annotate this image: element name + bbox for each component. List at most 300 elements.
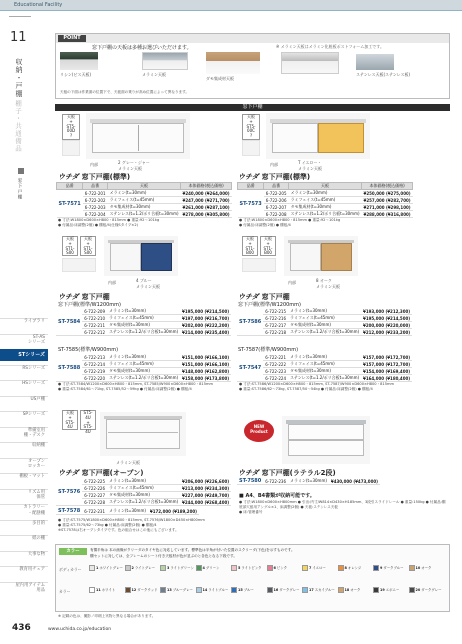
table-row xyxy=(237,361,412,368)
color-swatch[interactable] xyxy=(302,565,337,577)
price: ¥271,000 (¥298,100) xyxy=(363,204,411,210)
price: ¥200,000 (¥220,000) xyxy=(363,322,411,328)
point-img-caption: メラミン天板 xyxy=(142,72,166,77)
product-title: ウチダ 窓下戸棚(標準) xyxy=(238,173,311,181)
color-footnote: ※ 記載の色は、撮影ノ印刷上実物と異なる場合があります。 xyxy=(58,614,156,618)
swatch-name: グリーン xyxy=(205,566,220,570)
product-image xyxy=(100,412,186,456)
price: ¥154,000 (¥169,400) xyxy=(363,368,411,374)
swatch-name: エボニー xyxy=(385,588,400,592)
swatch-name: オーク xyxy=(421,566,432,570)
top-material: ステンレス(t=1.2/ポリ合板t=30mm) xyxy=(108,329,179,334)
item-code: 6-722-226 xyxy=(84,485,105,491)
product-image xyxy=(282,416,370,464)
price: ¥151,000 (¥166,100) xyxy=(182,354,230,360)
top-material: ラミフェイス(t=45mm) xyxy=(107,197,180,204)
item-code: 6-722-231 xyxy=(84,508,105,514)
swatch-chip xyxy=(125,565,131,571)
color-section xyxy=(55,544,450,612)
price: ¥247,000 (¥271,700) xyxy=(182,197,230,203)
product-code: ST-7588 xyxy=(56,354,82,382)
column-header: 本体価格(税込価格) xyxy=(362,183,413,190)
product-desc: ■ A4、B4書類が収納可能です。 xyxy=(239,493,315,499)
item-code: 6-722-204 xyxy=(84,211,106,217)
swatch-name: ブルー xyxy=(243,588,254,592)
sidebar-tab[interactable]: 教育用チェア xyxy=(0,566,48,578)
product-img-note: 内部 xyxy=(270,162,278,167)
top-material: タモ集成材(t=30mm) xyxy=(288,368,361,375)
spec-table xyxy=(56,308,231,336)
spec-table-container xyxy=(56,508,199,515)
column-header: 天板 xyxy=(107,183,180,190)
swatch-number: 12 xyxy=(131,588,137,592)
color-swatch[interactable] xyxy=(302,587,337,599)
spec-table xyxy=(56,478,231,506)
color-swatch[interactable] xyxy=(89,587,124,599)
swatch-name: ダークウッド xyxy=(137,588,158,592)
swatch-chip xyxy=(125,587,131,593)
top-material: メラミン(t=30mm) xyxy=(289,478,327,483)
option-label-box: 天板 + ST5-4U xyxy=(62,410,78,430)
top-material: メラミン(t=30mm) xyxy=(108,508,146,513)
swatch-chip xyxy=(302,587,308,593)
swatch-rows xyxy=(59,561,448,605)
product-code: ST-7571 xyxy=(57,190,83,218)
top-material: タモ集成材(t=30mm) xyxy=(107,204,180,211)
category-label: Educational Facility xyxy=(14,2,63,8)
top-sample-image xyxy=(281,52,339,74)
table-row xyxy=(238,211,413,218)
product-subtitle: ST-7587(標準/W900mm) xyxy=(238,347,299,353)
price: ¥240,000 (¥264,000) xyxy=(182,190,230,196)
price: ¥148,000 (¥162,800) xyxy=(182,368,230,374)
spec-table xyxy=(56,354,231,382)
price: ¥430,000 (¥473,000) xyxy=(330,478,378,484)
sidebar-tab[interactable]: STシリーズ xyxy=(0,349,48,361)
sidebar-tab[interactable]: 収納棚 xyxy=(0,442,48,454)
swatch-name: オーク xyxy=(350,588,361,592)
product-image xyxy=(266,113,370,159)
top-material: メラミン(t=30mm) xyxy=(107,190,180,197)
color-swatch[interactable] xyxy=(267,565,302,577)
table-row xyxy=(56,485,231,492)
swatch-number: 9 xyxy=(380,566,383,570)
swatch-number: 7 xyxy=(309,566,312,570)
color-box-label: 4 ブルー メラミン天板 xyxy=(136,278,160,289)
top-material: ステンレス(t=1.2/ポリ合板t=30mm) xyxy=(289,329,360,334)
spec-note: ● 重量:ST-7575/62〜73kg ● 付属品:床調整(2個) ● 棚板/4 xyxy=(58,523,157,527)
sidebar-tab[interactable]: US戸棚 xyxy=(0,396,48,408)
table-row xyxy=(56,361,231,368)
color-box-label: 2 グレー・ジャー メラミン天板 xyxy=(118,160,150,171)
swatch-row xyxy=(59,561,448,583)
product-code: ST-7547 xyxy=(237,354,263,382)
price: ¥195,000 (¥214,500) xyxy=(182,308,230,314)
swatch-chip xyxy=(302,565,308,571)
top-material: ステンレス(t=1.2/ポリ合板t=30mm) xyxy=(289,375,360,380)
swatch-chip xyxy=(89,565,95,571)
product-title: ウチダ 窓下戸棚 xyxy=(238,293,290,301)
spec-table-container xyxy=(237,354,412,382)
swatch-number: 1 xyxy=(96,566,99,570)
item-code: 6-722-206 xyxy=(265,197,287,203)
table-row xyxy=(56,499,231,506)
item-code: 6-722-203 xyxy=(84,204,106,210)
top-sample-image xyxy=(142,52,188,70)
color-box-label: T イエロー・ メラミン天板 xyxy=(298,160,322,171)
sidebar-tab[interactable]: HSシリーズ xyxy=(0,380,48,392)
swatch-number: 8 xyxy=(344,566,347,570)
top-material: メラミン(t=30mm) xyxy=(288,354,361,361)
point-tag: POINT xyxy=(58,35,86,42)
spec-table xyxy=(237,182,413,218)
swatch-name: ライトブルー xyxy=(208,588,229,592)
item-code: 6-722-217 xyxy=(265,322,286,328)
price: ¥227,000 (¥249,700) xyxy=(182,492,230,498)
swatch-chip xyxy=(267,587,273,593)
swatch-name: スカイブルー xyxy=(314,588,335,592)
sidebar-tab[interactable]: カトラリー ・配膳棚 xyxy=(0,504,48,516)
price: ¥278,000 (¥305,800) xyxy=(182,211,230,217)
header-divider xyxy=(0,10,462,11)
spec-table xyxy=(237,308,412,336)
swatch-chip xyxy=(409,565,415,571)
table-row xyxy=(237,322,412,329)
item-code: 6-722-220 xyxy=(84,375,105,381)
price: ¥164,000 (¥180,400) xyxy=(363,375,411,381)
spec-note: ● 寸法:ST-7575/W1800×D600×H800・815mm, ST-7576/W1800×D450×H800mm xyxy=(58,518,205,522)
sidebar-tab[interactable]: 準備室用 棚・デスク xyxy=(0,427,48,439)
page-number: 436 xyxy=(12,623,31,633)
item-code: 6-722-207 xyxy=(265,204,287,210)
swatch-row-label: ボディカラー xyxy=(59,567,82,572)
top-material: ラミフェイス(t=45mm) xyxy=(288,197,361,204)
color-swatch[interactable] xyxy=(338,587,373,599)
price: ¥157,000 (¥172,700) xyxy=(363,361,411,367)
top-material: ラミフェイス(t=45mm) xyxy=(288,361,361,368)
color-swatch[interactable] xyxy=(409,565,444,577)
color-swatch[interactable] xyxy=(196,565,231,577)
sidebar-tab[interactable]: 多目的 xyxy=(0,520,48,532)
sidebar-tab[interactable]: SPシリーズ xyxy=(0,411,48,423)
spec-notes xyxy=(239,500,449,515)
item-code: 6-722-213 xyxy=(84,354,105,360)
top-material: タモ集成材(t=30mm) xyxy=(107,322,180,329)
table-row xyxy=(237,375,412,382)
spec-table-container xyxy=(237,308,412,336)
color-swatch[interactable] xyxy=(160,587,195,599)
item-code: 6-722-227 xyxy=(84,492,105,498)
spec-table-container xyxy=(56,308,231,336)
swatch-number: 10 xyxy=(415,566,421,570)
price: ¥212,000 (¥233,200) xyxy=(363,329,411,335)
spec-table-container xyxy=(56,478,231,506)
product-img-note: 内部 xyxy=(90,162,98,167)
sidebar-tab[interactable]: ST-AS シリーズ xyxy=(0,334,48,346)
color-section-text: 有償半角は 本の画像がクリーダのタイヤ色に対応しています。標準色は半角が付いた位置のスクリーダ(下色)を示すものです。 xyxy=(90,548,295,552)
spec-note: ● 寸法:W1800×D600×H800・815mm ● 重量:92〜101kg xyxy=(58,218,160,222)
swatch-chip xyxy=(373,587,379,593)
item-code: 6-722-236 xyxy=(265,478,286,484)
product-code: ST-7578 xyxy=(58,508,81,514)
spec-note: ● 重量:ST-7586/62〜73kg, ST-7587/50〜54kg ● 付属品:床調整(2個) ● 棚板/4 xyxy=(239,387,373,391)
swatch-chip xyxy=(196,587,202,593)
price: ¥202,000 (¥222,200) xyxy=(182,322,230,328)
swatch-chip xyxy=(373,565,379,571)
swatch-chip xyxy=(160,587,166,593)
swatch-chip xyxy=(267,565,273,571)
top-material: ラミフェイス(t=45mm) xyxy=(107,485,180,492)
table-row xyxy=(56,508,199,515)
product-image xyxy=(86,113,190,159)
item-code: 6-722-225 xyxy=(84,478,105,484)
item-code: 6-722-215 xyxy=(265,308,286,314)
section-band: 窓下戸棚 xyxy=(55,104,450,111)
sidebar-tab[interactable]: リズム用 保管 xyxy=(0,489,48,501)
price: ¥244,000 (¥268,400) xyxy=(182,499,230,505)
column-header: 品番 xyxy=(57,183,83,190)
top-header-bar xyxy=(0,0,462,10)
swatch-number: 2 xyxy=(131,566,134,570)
sidebar-tab[interactable]: 紙の棚 xyxy=(0,535,48,547)
color-swatch[interactable] xyxy=(125,565,160,577)
price: ¥214,000 (¥235,400) xyxy=(182,329,230,335)
table-header-row xyxy=(57,183,232,190)
top-material: ラミフェイス(t=45mm) xyxy=(107,315,180,322)
table-row xyxy=(237,315,412,322)
table-row xyxy=(56,368,231,375)
point-img-caption: リシン(ビス天板) xyxy=(60,72,92,77)
sidebar-rule xyxy=(9,16,31,17)
spec-note: ● 寸法:ST-7584/W1200×D600×H800・815mm, ST-7585/W900×D600×H800・815mm xyxy=(58,382,214,386)
table-row xyxy=(56,492,231,499)
color-swatch[interactable] xyxy=(89,565,124,577)
option-label-box: 天板 + ST1-B00 xyxy=(242,236,258,256)
sidebar-marker xyxy=(18,168,24,174)
color-swatch[interactable] xyxy=(125,587,160,599)
item-code: 6-722-219 xyxy=(84,368,105,374)
color-swatch[interactable] xyxy=(373,587,408,599)
item-code: 6-722-218 xyxy=(265,329,286,335)
swatch-number: 15 xyxy=(238,588,243,592)
section-subtitle: 棚子・共通備品 xyxy=(14,100,22,153)
swatch-number: 19 xyxy=(380,588,385,592)
spec-table-container xyxy=(56,354,231,382)
price: ¥157,000 (¥172,700) xyxy=(363,354,411,360)
section-number: 11 xyxy=(10,30,27,45)
product-code: ST-7573 xyxy=(238,190,264,218)
product-code: ST-7576 xyxy=(56,478,82,506)
price: ¥213,000 (¥234,300) xyxy=(182,485,230,491)
swatch-name: オレンジ xyxy=(347,566,362,570)
footer-url[interactable]: www.uchida.co.jp/education xyxy=(48,627,112,632)
top-material: メラミン(t=30mm) xyxy=(288,190,361,197)
top-material: タモ集成材(t=30mm) xyxy=(288,322,361,329)
item-code: 6-722-224 xyxy=(265,375,286,381)
table-header-row xyxy=(238,183,413,190)
sidebar-tab[interactable]: オープン ロッカー xyxy=(0,458,48,470)
option-label-box: 天板 + ST1-S00 xyxy=(80,236,96,256)
color-swatch[interactable] xyxy=(231,565,266,577)
swatch-number: 20 xyxy=(415,588,421,592)
table-row xyxy=(237,368,412,375)
top-material: メラミン(t=30mm) xyxy=(107,354,180,361)
item-code: 6-722-210 xyxy=(84,315,105,321)
swatch-chip xyxy=(89,587,95,593)
swatch-chip xyxy=(196,565,202,571)
price: ¥250,000 (¥275,000) xyxy=(363,190,411,196)
color-swatch[interactable] xyxy=(267,587,302,599)
spec-table-container xyxy=(237,182,413,218)
item-code: 6-722-202 xyxy=(84,197,106,203)
top-material: タモ集成材(t=30mm) xyxy=(107,492,180,499)
price: ¥158,000 (¥173,800) xyxy=(182,375,230,381)
spec-notes xyxy=(58,382,230,392)
sidebar-tab[interactable]: 棚板・マット xyxy=(0,473,48,485)
top-sample-image xyxy=(356,54,394,70)
product-code: ST-7584 xyxy=(56,308,82,336)
point-box xyxy=(55,33,450,99)
color-swatch[interactable] xyxy=(160,565,195,577)
top-material: ラミフェイス(t=45mm) xyxy=(107,361,180,368)
product-thumbnail xyxy=(62,258,96,272)
spec-note: ● 寸法:W1800×D600×H800・815mm ● 重量:92〜101kg xyxy=(239,218,341,222)
item-code: 6-722-211 xyxy=(84,322,105,328)
section-title: 収納・戸棚 xyxy=(15,58,23,98)
swatch-name: ライトピンク xyxy=(241,566,262,570)
color-swatch[interactable] xyxy=(196,587,231,599)
product-code: ST-7586 xyxy=(237,308,263,336)
product-thumbnail xyxy=(242,258,276,272)
swatch-name: ライトグリーン xyxy=(170,566,194,570)
swatch-name: ダークグレー xyxy=(279,588,300,592)
product-image xyxy=(104,236,178,276)
price: ¥257,000 (¥282,700) xyxy=(363,197,411,203)
item-code: 6-722-205 xyxy=(265,190,287,196)
product-img-note: 内部 xyxy=(108,280,116,285)
option-label-box: 天板 + ST5-00D ? xyxy=(62,114,80,140)
swatch-chip xyxy=(160,565,166,571)
item-code: 6-722-222 xyxy=(265,361,286,367)
swatch-chip xyxy=(231,587,237,593)
spec-notes xyxy=(239,218,411,228)
table-row xyxy=(238,204,413,211)
point-note: ※ メラミン天板はメラミン化粧板ポストフォーム加工です。 xyxy=(276,44,384,49)
swatch-number: 3 xyxy=(167,566,170,570)
swatch-chip xyxy=(338,587,344,593)
color-section-text: 棚セットに対しては、全フレームのシート付き天板材が色が並ぶのと各色となる下段です。 xyxy=(90,554,237,558)
price: ¥172,000 (¥189,200) xyxy=(149,508,197,514)
top-material: ステンレス(t=1.2/ポリ合板t=30mm) xyxy=(108,375,179,380)
color-swatch[interactable] xyxy=(373,565,408,577)
spec-note: ● 重量:ST-7584/61〜71kg, ST-7585/52〜59kg ● 付属品:床調整(2個) ● 棚板/4 xyxy=(58,387,192,391)
price: ¥288,000 (¥316,800) xyxy=(363,211,411,217)
option-label-box: 天板 + ST5-00C ? xyxy=(242,114,260,140)
color-section-title: カラー xyxy=(59,548,87,555)
product-thumbnail xyxy=(62,140,80,156)
item-code: 6-722-212 xyxy=(84,329,105,335)
spec-note: ● 寸法:ST-7586/W1200×D600×H800・815mm, ST-7587/W900×D600×H800・815mm xyxy=(239,382,395,386)
point-text: 窓下戸棚の天板は多種お選びいただけます。 xyxy=(92,45,192,51)
product-title: ウチダ 窓下戸棚 xyxy=(58,293,110,301)
top-sample-image xyxy=(206,52,260,74)
color-swatch[interactable] xyxy=(409,587,444,599)
top-material: メラミン(t=30mm) xyxy=(107,308,180,315)
point-img-note: 天板の下面は作業面の位置下で、天板面の乗りが高め位置によって異なります。 xyxy=(60,90,190,94)
price: ¥206,000 (¥226,600) xyxy=(182,478,230,484)
spec-table xyxy=(237,354,412,382)
table-row xyxy=(57,211,232,218)
option-label-box: 天板 + ST1-B00 xyxy=(260,236,276,256)
swatch-chip xyxy=(409,587,415,593)
product-img-note: メラミン天板 xyxy=(116,460,140,465)
table-row xyxy=(237,478,380,485)
spec-table-container xyxy=(56,182,232,218)
color-swatch[interactable] xyxy=(338,565,373,577)
spec-table xyxy=(56,182,232,218)
item-code: 6-722-208 xyxy=(265,211,287,217)
spec-note: ※ST-7578は右オープンタイプです。色の組合せはこの他にもございます。 xyxy=(58,528,179,532)
spec-note: ● 付属品:床調整(2個) ● 棚板/4 xyxy=(239,223,291,227)
price: ¥261,000 (¥287,100) xyxy=(182,204,230,210)
sidebar-tab[interactable]: RSシリーズ xyxy=(0,365,48,377)
point-img-caption: ステンレス天板(ステンレス板) xyxy=(356,72,411,77)
product-title: ウチダ 窓下戸棚(ラテラル2段) xyxy=(238,469,336,477)
spec-table-container xyxy=(237,478,380,485)
product-img-note: 内部 xyxy=(288,280,296,285)
sidebar-tab[interactable]: 屋内用アイテム 用品 xyxy=(0,582,48,594)
price: ¥197,000 (¥216,700) xyxy=(182,315,230,321)
price: ¥195,000 (¥214,500) xyxy=(363,315,411,321)
column-header: 品番 xyxy=(264,183,289,190)
item-code: 6-722-221 xyxy=(265,354,286,360)
swatch-number: 18 xyxy=(344,588,350,592)
top-material: ラミフェイス(t=45mm) xyxy=(288,315,361,322)
top-sample-image xyxy=(60,52,98,70)
top-material: ステンレス(t=1.2/ポリ合板t=30mm) xyxy=(290,211,360,216)
top-material: タモ集成材(t=30mm) xyxy=(107,368,180,375)
swatch-chip xyxy=(231,565,237,571)
top-material: メラミン(t=30mm) xyxy=(288,308,361,315)
color-swatch[interactable] xyxy=(231,587,266,599)
table-row xyxy=(56,375,231,382)
spec-notes xyxy=(239,382,411,392)
swatch-name: ピンク xyxy=(276,566,287,570)
table-row xyxy=(237,329,412,336)
top-material: ステンレス(t=1.2/ポリ合板t=30mm) xyxy=(108,499,179,504)
sidebar-tab[interactable]: 大事な物 xyxy=(0,551,48,563)
spec-notes xyxy=(58,518,236,533)
spec-note: ● 床:管理番号 xyxy=(239,510,263,514)
spec-table xyxy=(237,478,380,485)
product-code: ST-7580 xyxy=(239,478,262,484)
sidebar-tab[interactable]: ライブラリ xyxy=(0,318,48,330)
table-row xyxy=(57,197,232,204)
table-row xyxy=(57,190,232,197)
table-row xyxy=(56,315,231,322)
swatch-chip xyxy=(338,565,344,571)
product-image xyxy=(284,236,358,276)
column-header: 品番 xyxy=(83,183,108,190)
point-header xyxy=(56,34,449,43)
product-thumbnail xyxy=(242,140,260,156)
sidebar-caption: 窓下戸棚 xyxy=(17,178,22,200)
spec-table xyxy=(56,508,199,515)
top-material: タモ集成材(t=30mm) xyxy=(288,204,361,211)
swatch-number: 4 xyxy=(202,566,205,570)
item-code: 6-722-228 xyxy=(84,499,105,505)
product-subtitle: ST-7585(標準/W900mm) xyxy=(58,347,119,353)
